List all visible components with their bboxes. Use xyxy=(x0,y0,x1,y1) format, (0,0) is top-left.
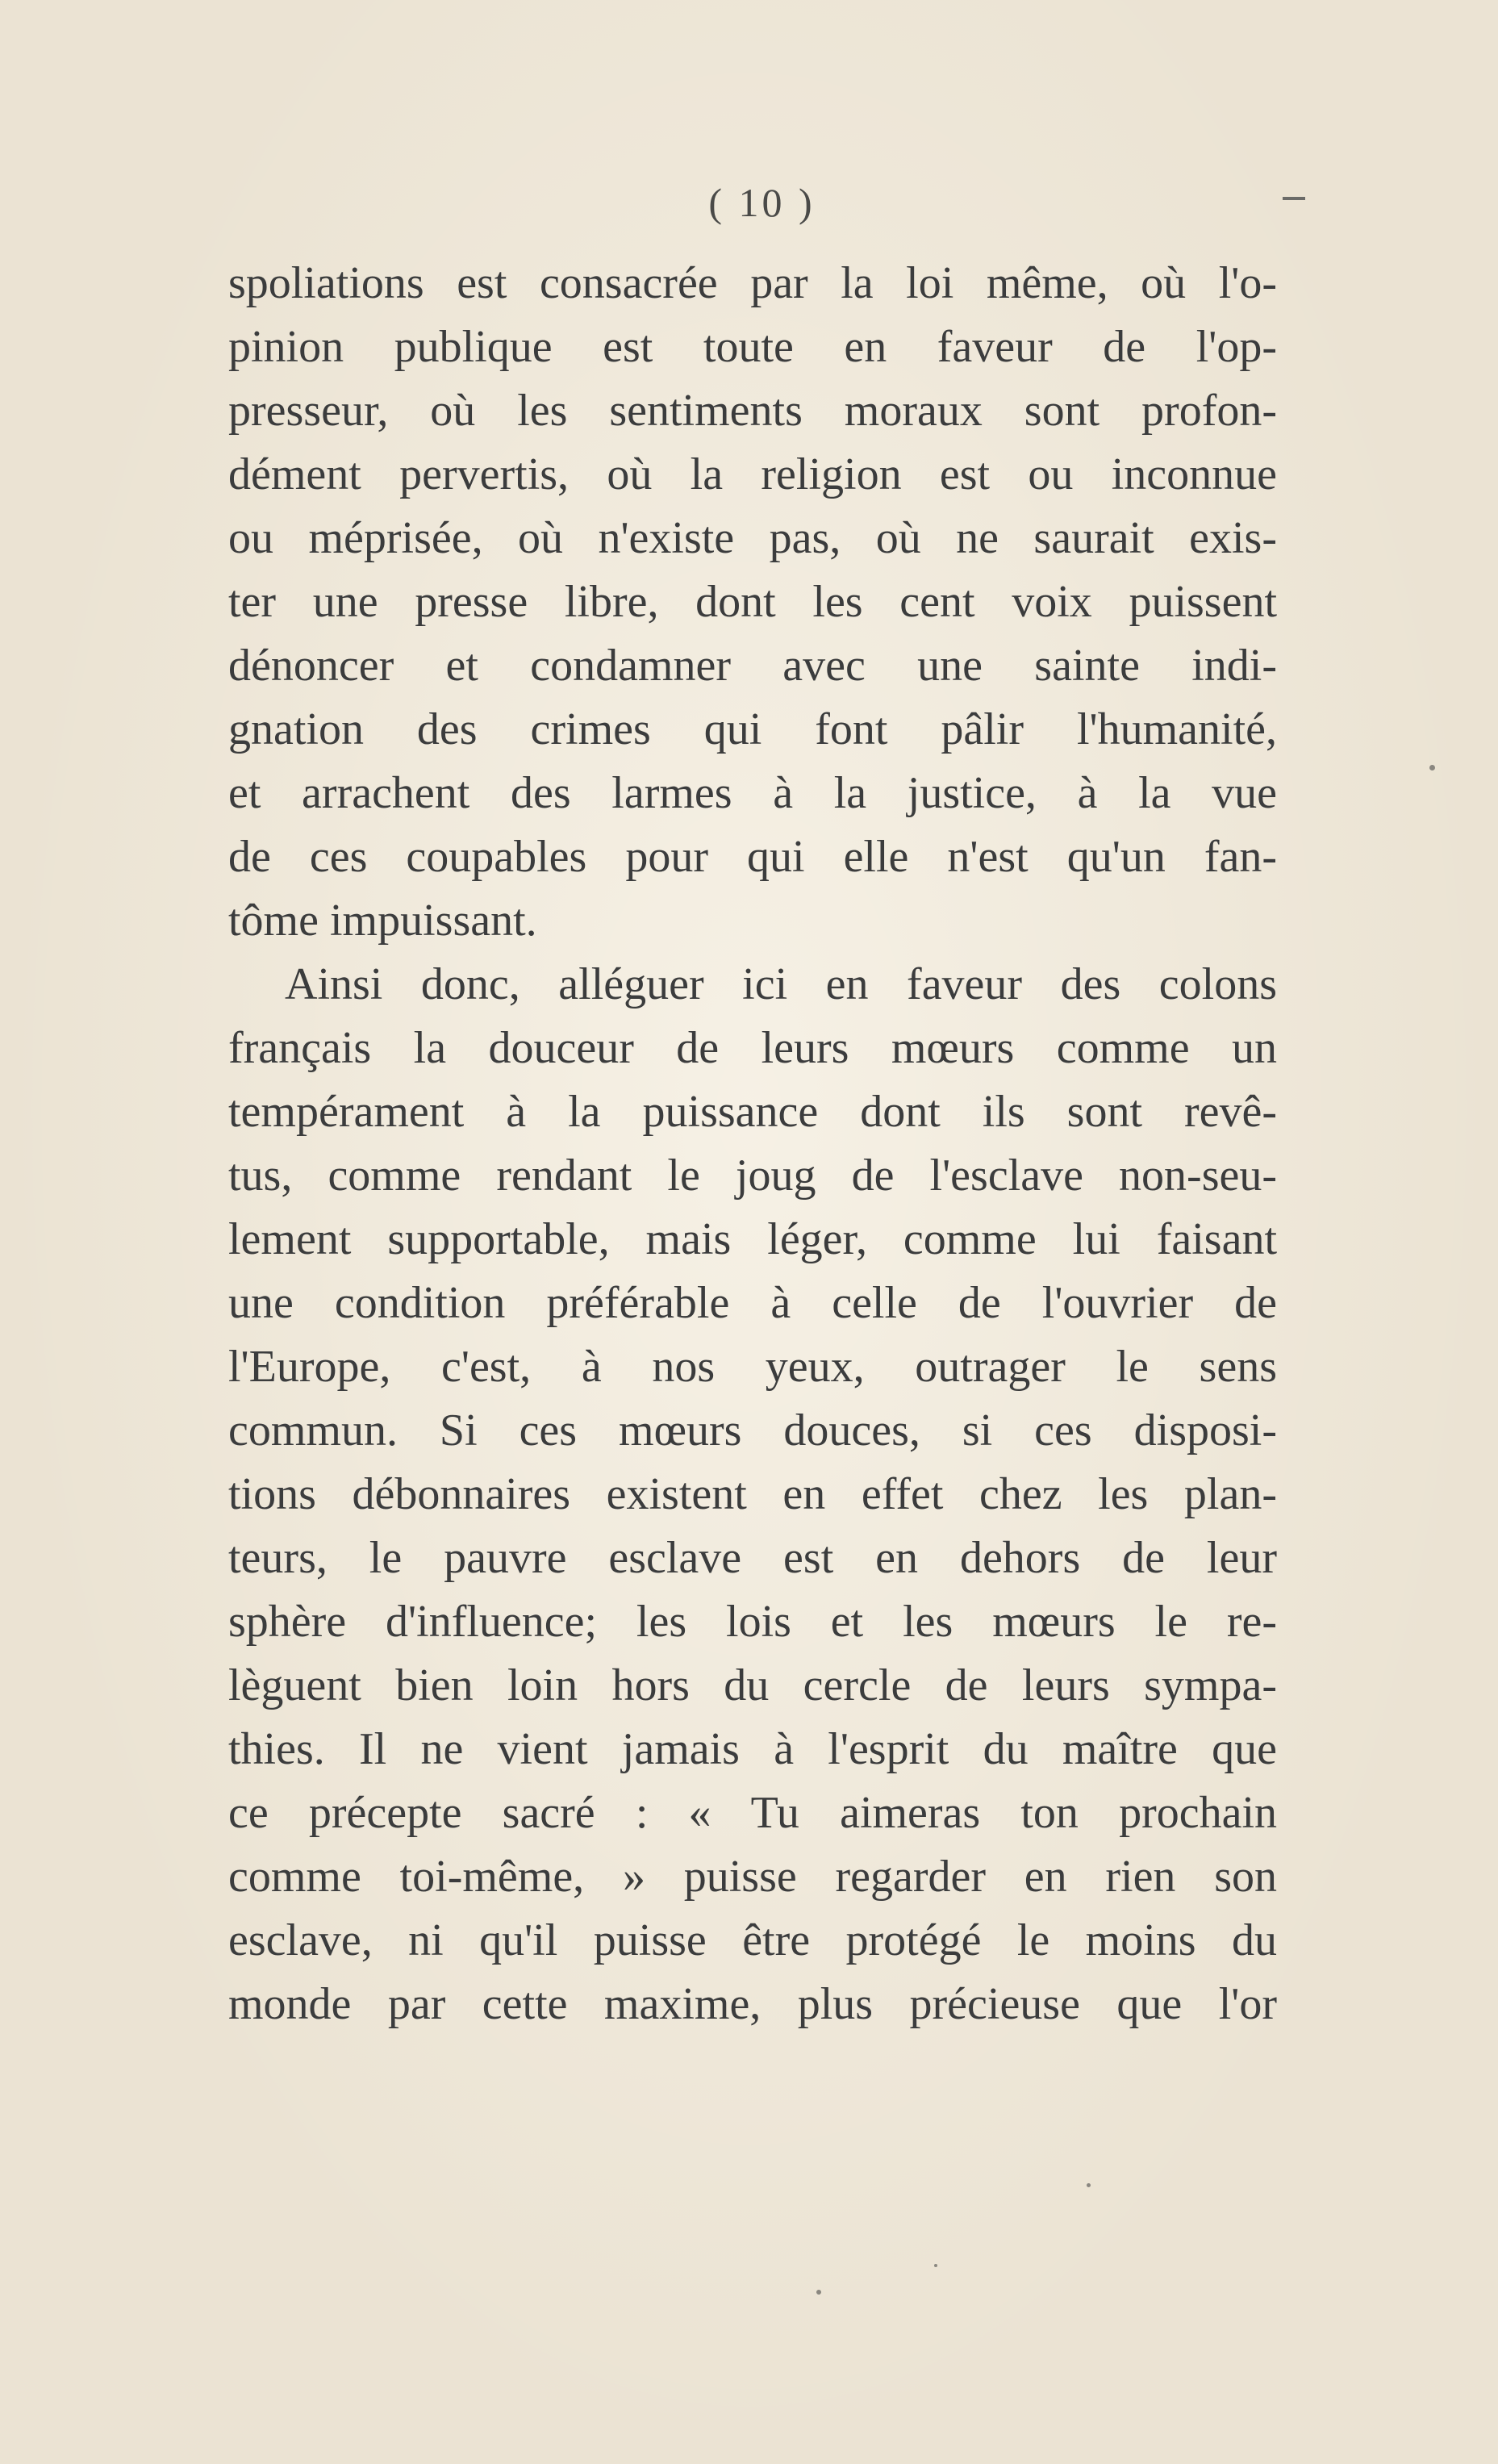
paper-speck xyxy=(934,2264,937,2267)
text-line: dément pervertis, où la religion est ou inconnue xyxy=(228,449,1277,499)
body-text xyxy=(228,252,1277,2036)
text-line: thies. Il ne vient jamais à l'esprit du maître que xyxy=(228,1724,1277,1774)
text-line: spoliations est consacrée par la loi même, où l'o- xyxy=(228,258,1277,308)
text-line: teurs, le pauvre esclave est en dehors de leur xyxy=(228,1533,1277,1583)
text-line: esclave, ni qu'il puisse être protégé le moins du xyxy=(228,1915,1277,1965)
text-line: ou méprisée, où n'existe pas, où ne saurait exis- xyxy=(228,513,1277,563)
text-line: lèguent bien loin hors du cercle de leurs sympa- xyxy=(228,1660,1277,1710)
text-line: ce précepte sacré : « Tu aimeras ton prochain xyxy=(228,1788,1277,1838)
text-line: ter une presse libre, dont les cent voix puissent xyxy=(228,577,1277,627)
text-line: l'Europe, c'est, à nos yeux, outrager le sens xyxy=(228,1342,1277,1392)
text-line: pinion publique est toute en faveur de l'op- xyxy=(228,322,1277,372)
text-line: dénoncer et condamner avec une sainte indi- xyxy=(228,641,1277,691)
text-line: et arrachent des larmes à la justice, à la vue xyxy=(228,768,1277,818)
paragraph-start-line: Ainsi donc, alléguer ici en faveur des colons xyxy=(285,959,1277,1009)
paper-speck xyxy=(816,2290,821,2295)
text-line: lement supportable, mais léger, comme lui faisant xyxy=(228,1214,1277,1264)
text-line: tus, comme rendant le joug de l'esclave non-seu- xyxy=(228,1151,1277,1201)
text-line: comme toi-même, » puisse regarder en rien son xyxy=(228,1852,1277,1902)
page-number: ( 10 ) xyxy=(708,180,816,225)
text-line: de ces coupables pour qui elle n'est qu'un fan- xyxy=(228,832,1277,882)
text-line: tempérament à la puissance dont ils sont revê- xyxy=(228,1087,1277,1137)
paragraph-end-line: tôme impuissant. xyxy=(228,896,537,946)
text-line: presseur, où les sentiments moraux sont profon- xyxy=(228,386,1277,436)
text-line: commun. Si ces mœurs douces, si ces disposi- xyxy=(228,1405,1277,1455)
paper-speck xyxy=(1087,2183,1091,2187)
text-line: français la douceur de leurs mœurs comme un xyxy=(228,1023,1277,1073)
text-line: sphère d'influence; les lois et les mœurs le re- xyxy=(228,1597,1277,1647)
text-line: une condition préférable à celle de l'ouvrier de xyxy=(228,1278,1277,1328)
text-line: monde par cette maxime, plus précieuse que l'or xyxy=(228,1979,1277,2029)
paper-speck xyxy=(1429,765,1435,771)
margin-dash-mark xyxy=(1283,197,1305,200)
text-line: gnation des crimes qui font pâlir l'humanité, xyxy=(228,704,1277,754)
text-line: tions débonnaires existent en effet chez les plan- xyxy=(228,1469,1277,1519)
